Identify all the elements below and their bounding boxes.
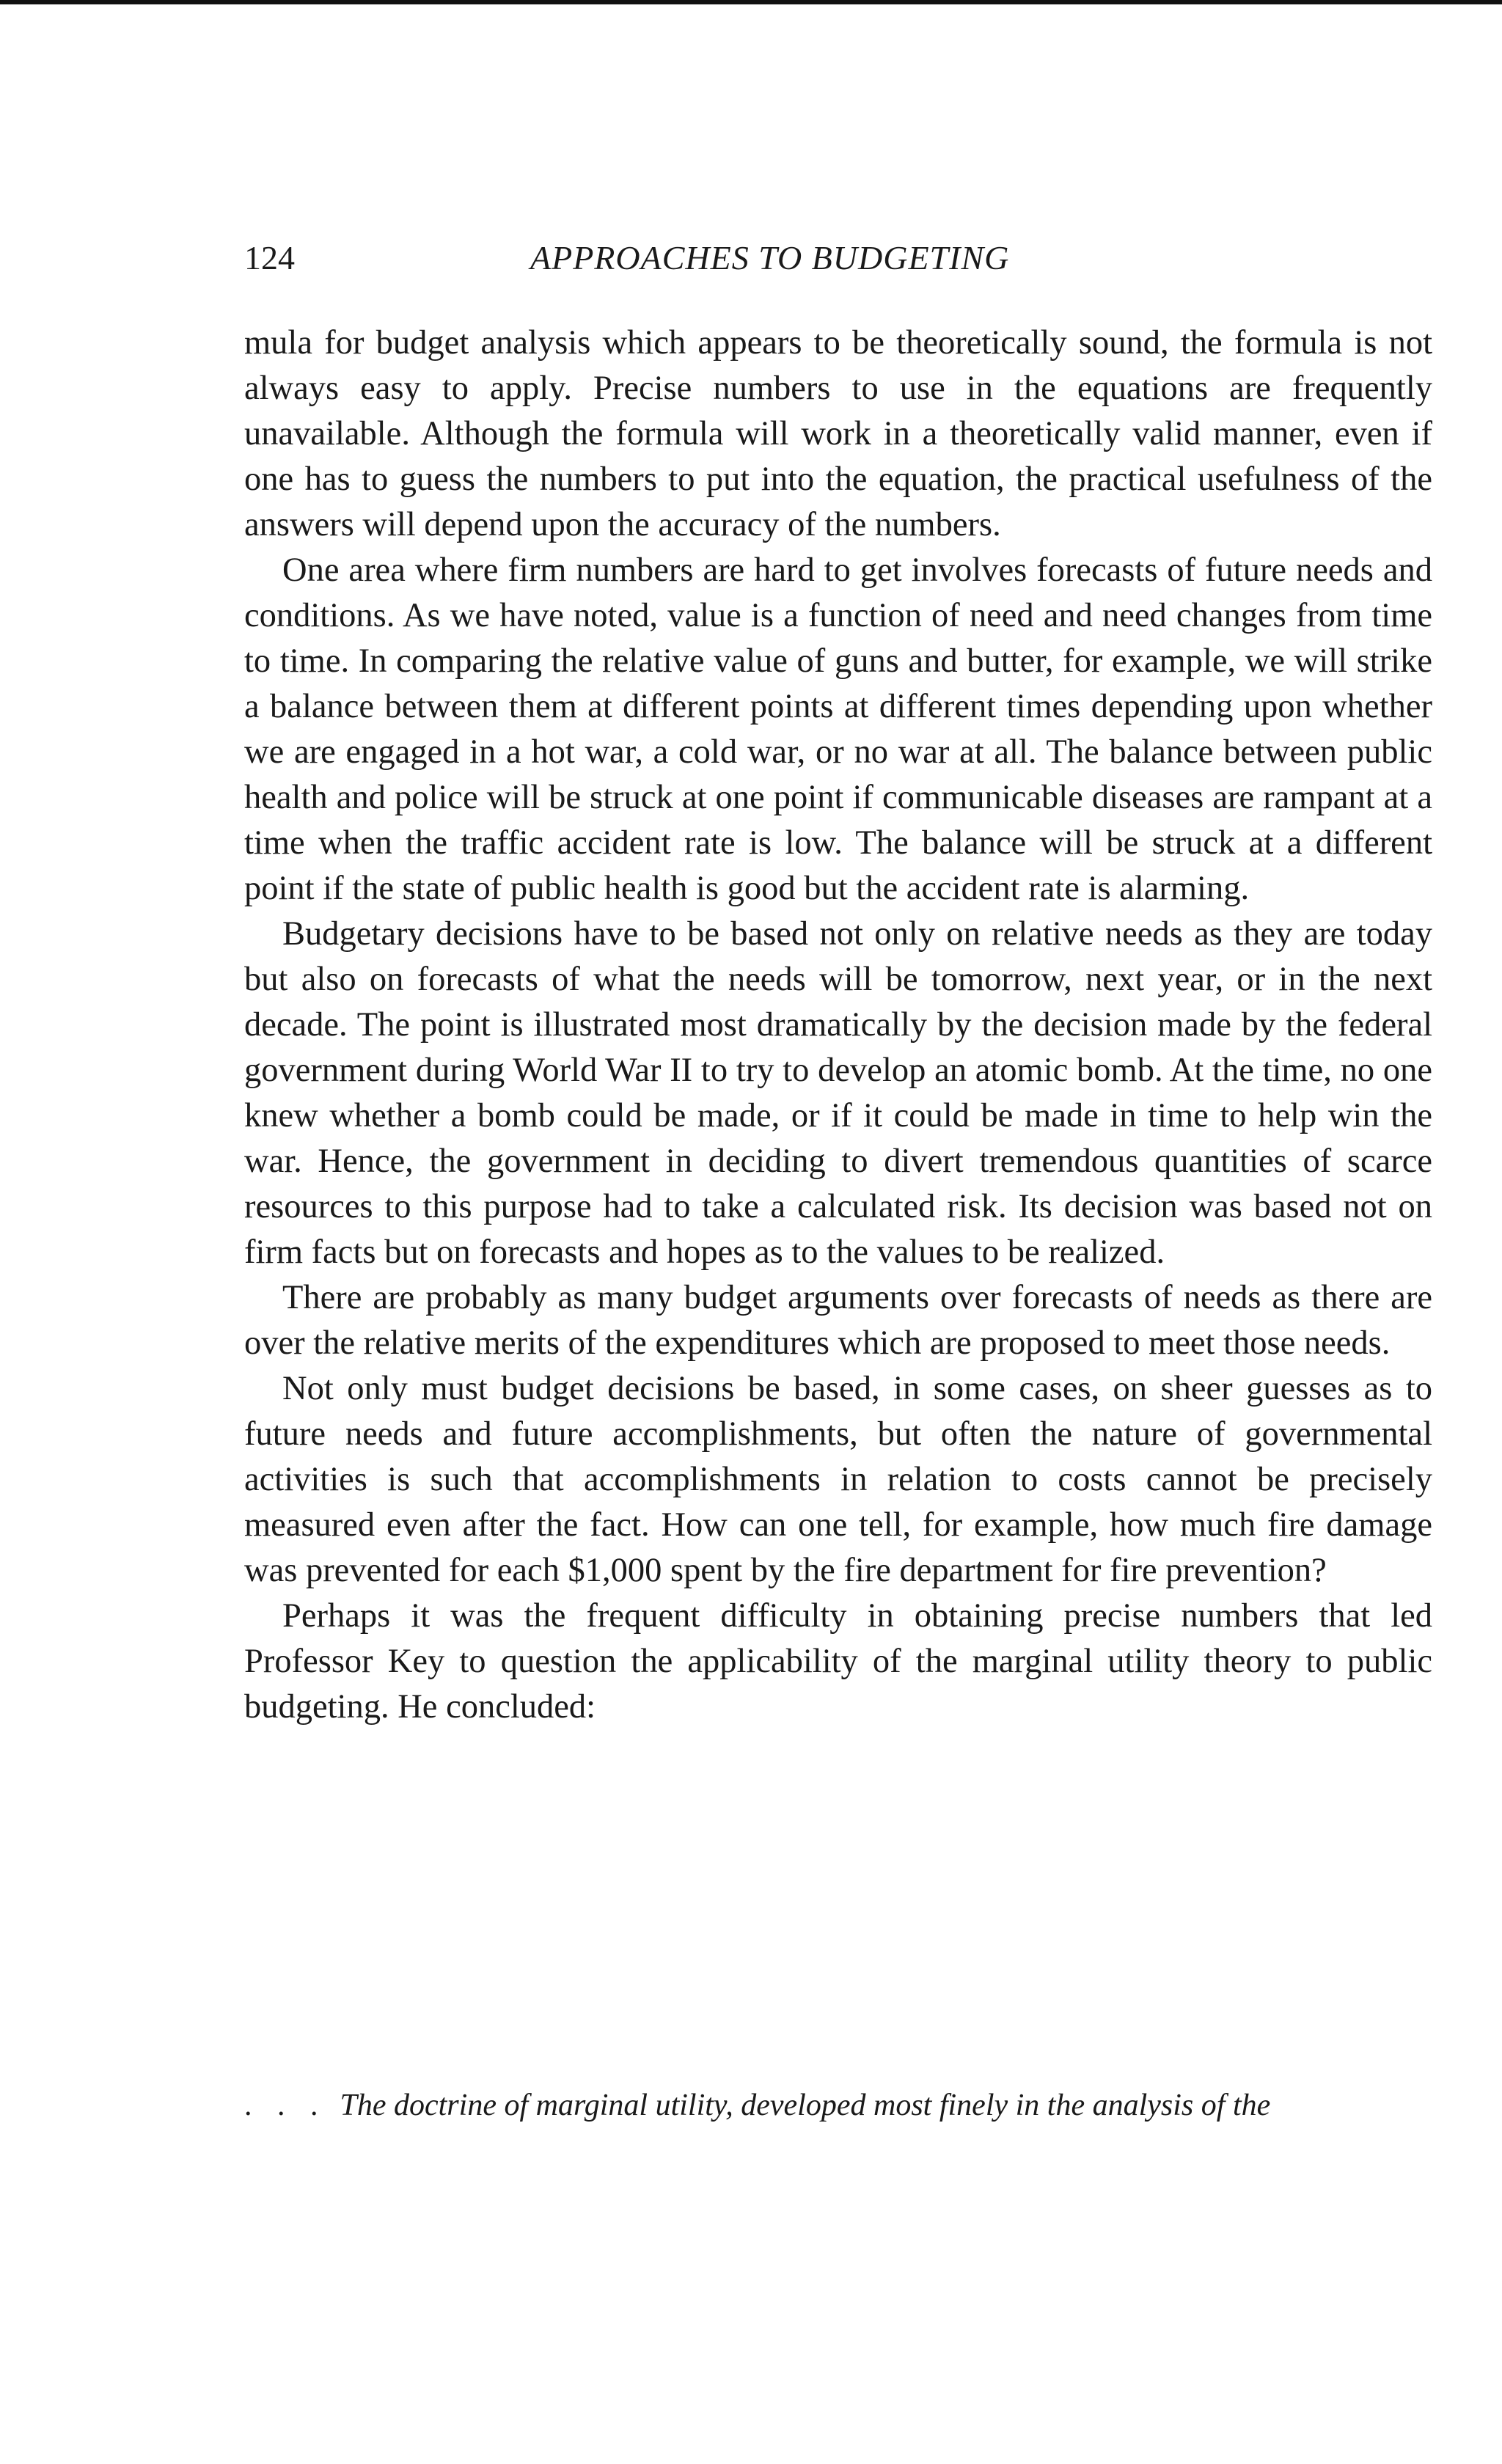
quote-text: The doctrine of marginal utility, developed most finely in the analysis of the (340, 2089, 1271, 2122)
paragraph-professor-key: Perhaps it was the frequent difficulty in obtaining precise numbers that led Professor Key to question the applicability of the marginal utility theory to public budgeting. He concluded: (244, 1597, 1432, 1726)
running-head: APPROACHES TO BUDGETING (530, 239, 1010, 276)
quote-ellipsis: . . . (244, 2089, 327, 2122)
page-number: 124 (244, 239, 295, 276)
top-border-rule (0, 0, 1502, 4)
paragraph-budgetary-decisions: Budgetary decisions have to be based not only on relative needs as they are today but also on forecasts of what the needs will be tomorrow, next year, or in the next decade. The point is illustrated most dramatically by the decision made by the federal government during World War II to try to develop an atomic bomb. At the time, no one knew whether a bomb could be made, or if it could be made in time to help win the war. Hence, the government in deciding to divert tremendous quantities of scarce resources to this purpose had to take a calculated risk. Its decision was based not on firm facts but on forecasts and hopes as to the values to be realized. (244, 915, 1432, 1271)
paragraph-continuation: mula for budget analysis which appears to be theoretically sound, the formula is not always easy to apply. Precise numbers to use in the equations are frequently unavailable. Although the formula will work in a theoretically valid manner, even if one has to guess the numbers to put into the equation, the practical usefulness of the answers will depend upon the accuracy of the numbers. (244, 324, 1432, 543)
paragraph-sheer-guesses: Not only must budget decisions be based, in some cases, on sheer guesses as to future needs and future accomplishments, but often the nature of governmental activities is such that accomplishments in relation to costs cannot be precisely measured even after the fact. How can one tell, for example, how much fire damage was prevented for each $1,000 spent by the fire department for fire prevention? (244, 1370, 1432, 1589)
paragraph-forecasts: One area where firm numbers are hard to get involves forecasts of future needs and conditions. As we have noted, value is a function of need and need changes from time to time. In comparing the relative value of guns and butter, for example, we will strike a balance between them at different points at different times depending upon whether we are engaged in a hot war, a cold war, or no war at all. The balance between public health and police will be struck at one point if communicable diseases are rampant at a time when the traffic accident rate is low. The balance will be struck at a different point if the state of public health is good but the accident rate is alarming. (244, 551, 1432, 907)
paragraph-budget-arguments: There are probably as many budget arguments over forecasts of needs as there are over the relative merits of the expenditures which are proposed to meet those needs. (244, 1279, 1432, 1362)
block-quote (244, 2085, 1432, 2126)
body-text (244, 320, 1432, 1730)
